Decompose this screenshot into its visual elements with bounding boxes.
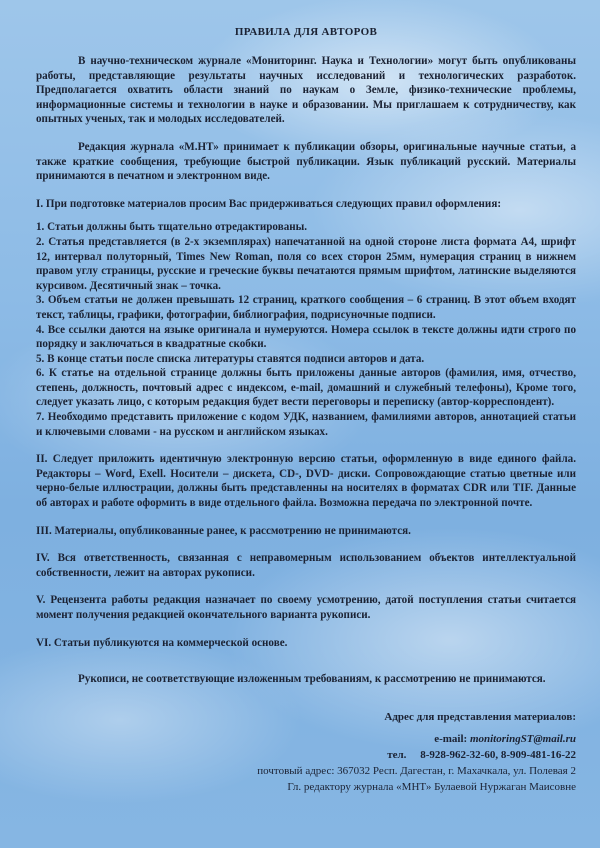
rule-item: 6. К статье на отдельной странице должны быть приложены данные авторов (фамилия, имя, отчество, степень, должность, почтовый адрес с индексом, e-mail, домашний и служебный телефоны), Кроме того, следует указать лицо, с которым редакция будет вести переговоры и переписку (автор-корреспондент).: [36, 367, 576, 409]
section-3: III. Материалы, опубликованные ранее, к рассмотрению не принимаются.: [36, 524, 411, 537]
closing-paragraph: Рукописи, не соответствующие изложенным требованиям, к рассмотрению не принимаются.: [78, 673, 546, 686]
rules-document: [36, 26, 576, 795]
section-4: IV. Вся ответственность, связанная с неправомерным использованием объектов интеллектуальной собственности, лежит на авторах рукописи.: [36, 552, 576, 579]
contact-heading: Адрес для представления материалов:: [384, 710, 576, 723]
rule-item: 1. Статьи должны быть тщательно отредактированы.: [36, 221, 308, 234]
section-6: VI. Статьи публикуются на коммерческой основе.: [36, 636, 288, 649]
rule-item: 4. Все ссылки даются на языке оригинала и нумеруются. Номера ссылок в тексте должны идти строго по порядку и заключаться в квадратные скобки.: [36, 323, 576, 351]
rule-item: 3. Объем статьи не должен превышать 12 страниц, краткого сообщения – 6 страниц. В этот объем входят текст, таблицы, графики, фотографии, библиография, подрисуночные подписи.: [36, 294, 576, 321]
email-line: [36, 731, 576, 747]
postal-address: почтовый адрес: 367032 Респ. Дагестан, г. Махачкала, ул. Полевая 2: [257, 764, 576, 777]
section-1-heading: I. При подготовке материалов просим Вас придерживаться следующих правил оформления:: [36, 197, 502, 210]
editor-line: Гл. редактору журнала «МНТ» Булаевой Нуржаган Маисовне: [287, 780, 576, 793]
rule-item: 5. В конце статьи после списка литературы ставятся подписи авторов и дата.: [36, 352, 425, 365]
rule-item: 2. Статья представляется (в 2-х экземплярах) напечатанной на одной стороне листа формата А4, шрифт 12, интервал полуторный, Times New Roman, поля со всех сторон 25мм, нумерация страниц в нижнем правом углу страницы, русские и греческие буквы печатаются прямым шрифтом, латинские выделяются курсивом. Десятичный знак – точка.: [36, 235, 576, 292]
rule-item: 7. Необходимо представить приложение с кодом УДК, названием, фамилиями авторов, аннотацией статьи и ключевыми словами - на русском и английском языках.: [36, 411, 576, 438]
section-5: V. Рецензента работы редакция назначает по своему усмотрению, датой поступления статьи считается момент получения редакцией окончательного варианта рукописи.: [36, 594, 576, 621]
intro-paragraph-2: Редакция журнала «М.НТ» принимает к публикации обзоры, оригинальные научные статьи, а также краткие сообщения, требующие быстрой публикации. Язык публикаций русский. Материалы принимаются в печатном и электронном виде.: [36, 140, 576, 183]
contact-block: [36, 709, 576, 795]
page-title: ПРАВИЛА ДЛЯ АВТОРОВ: [234, 26, 378, 38]
phone-line: [36, 747, 576, 763]
section-2: II. Следует приложить идентичную электронную версию статьи, оформленную в виде единого файла. Редакторы – Word, Exell. Носители – дискета, CD-, DVD- диски. Сопровождающие статью цветные или черно-белые иллюстрации, должны быть представленны на носителях в форматах CDR или TIF. Данные об авторах и работе оформить в виде отдельного файла. Возможна передача по электронной почте.: [36, 453, 576, 510]
email-address[interactable]: monitoringST@mail.ru: [469, 732, 576, 745]
email-label: e-mail:: [434, 732, 468, 745]
phone-numbers: 8-928-962-32-60, 8-909-481-16-22: [420, 748, 576, 761]
intro-paragraph-1: В научно-техническом журнале «Мониторинг. Наука и Технологии» могут быть опубликованы работы, представляющие результаты научных исследований и технологических разработок. Предполагается охватить области знаний по наукам о Земле, физико-технические проблемы, информационные системы и технологии в науке и образовании. Мы приглашаем к сотрудничеству, как опытных ученых, так и молодых исследователей.: [36, 55, 576, 126]
phone-label: тел.: [387, 748, 407, 761]
